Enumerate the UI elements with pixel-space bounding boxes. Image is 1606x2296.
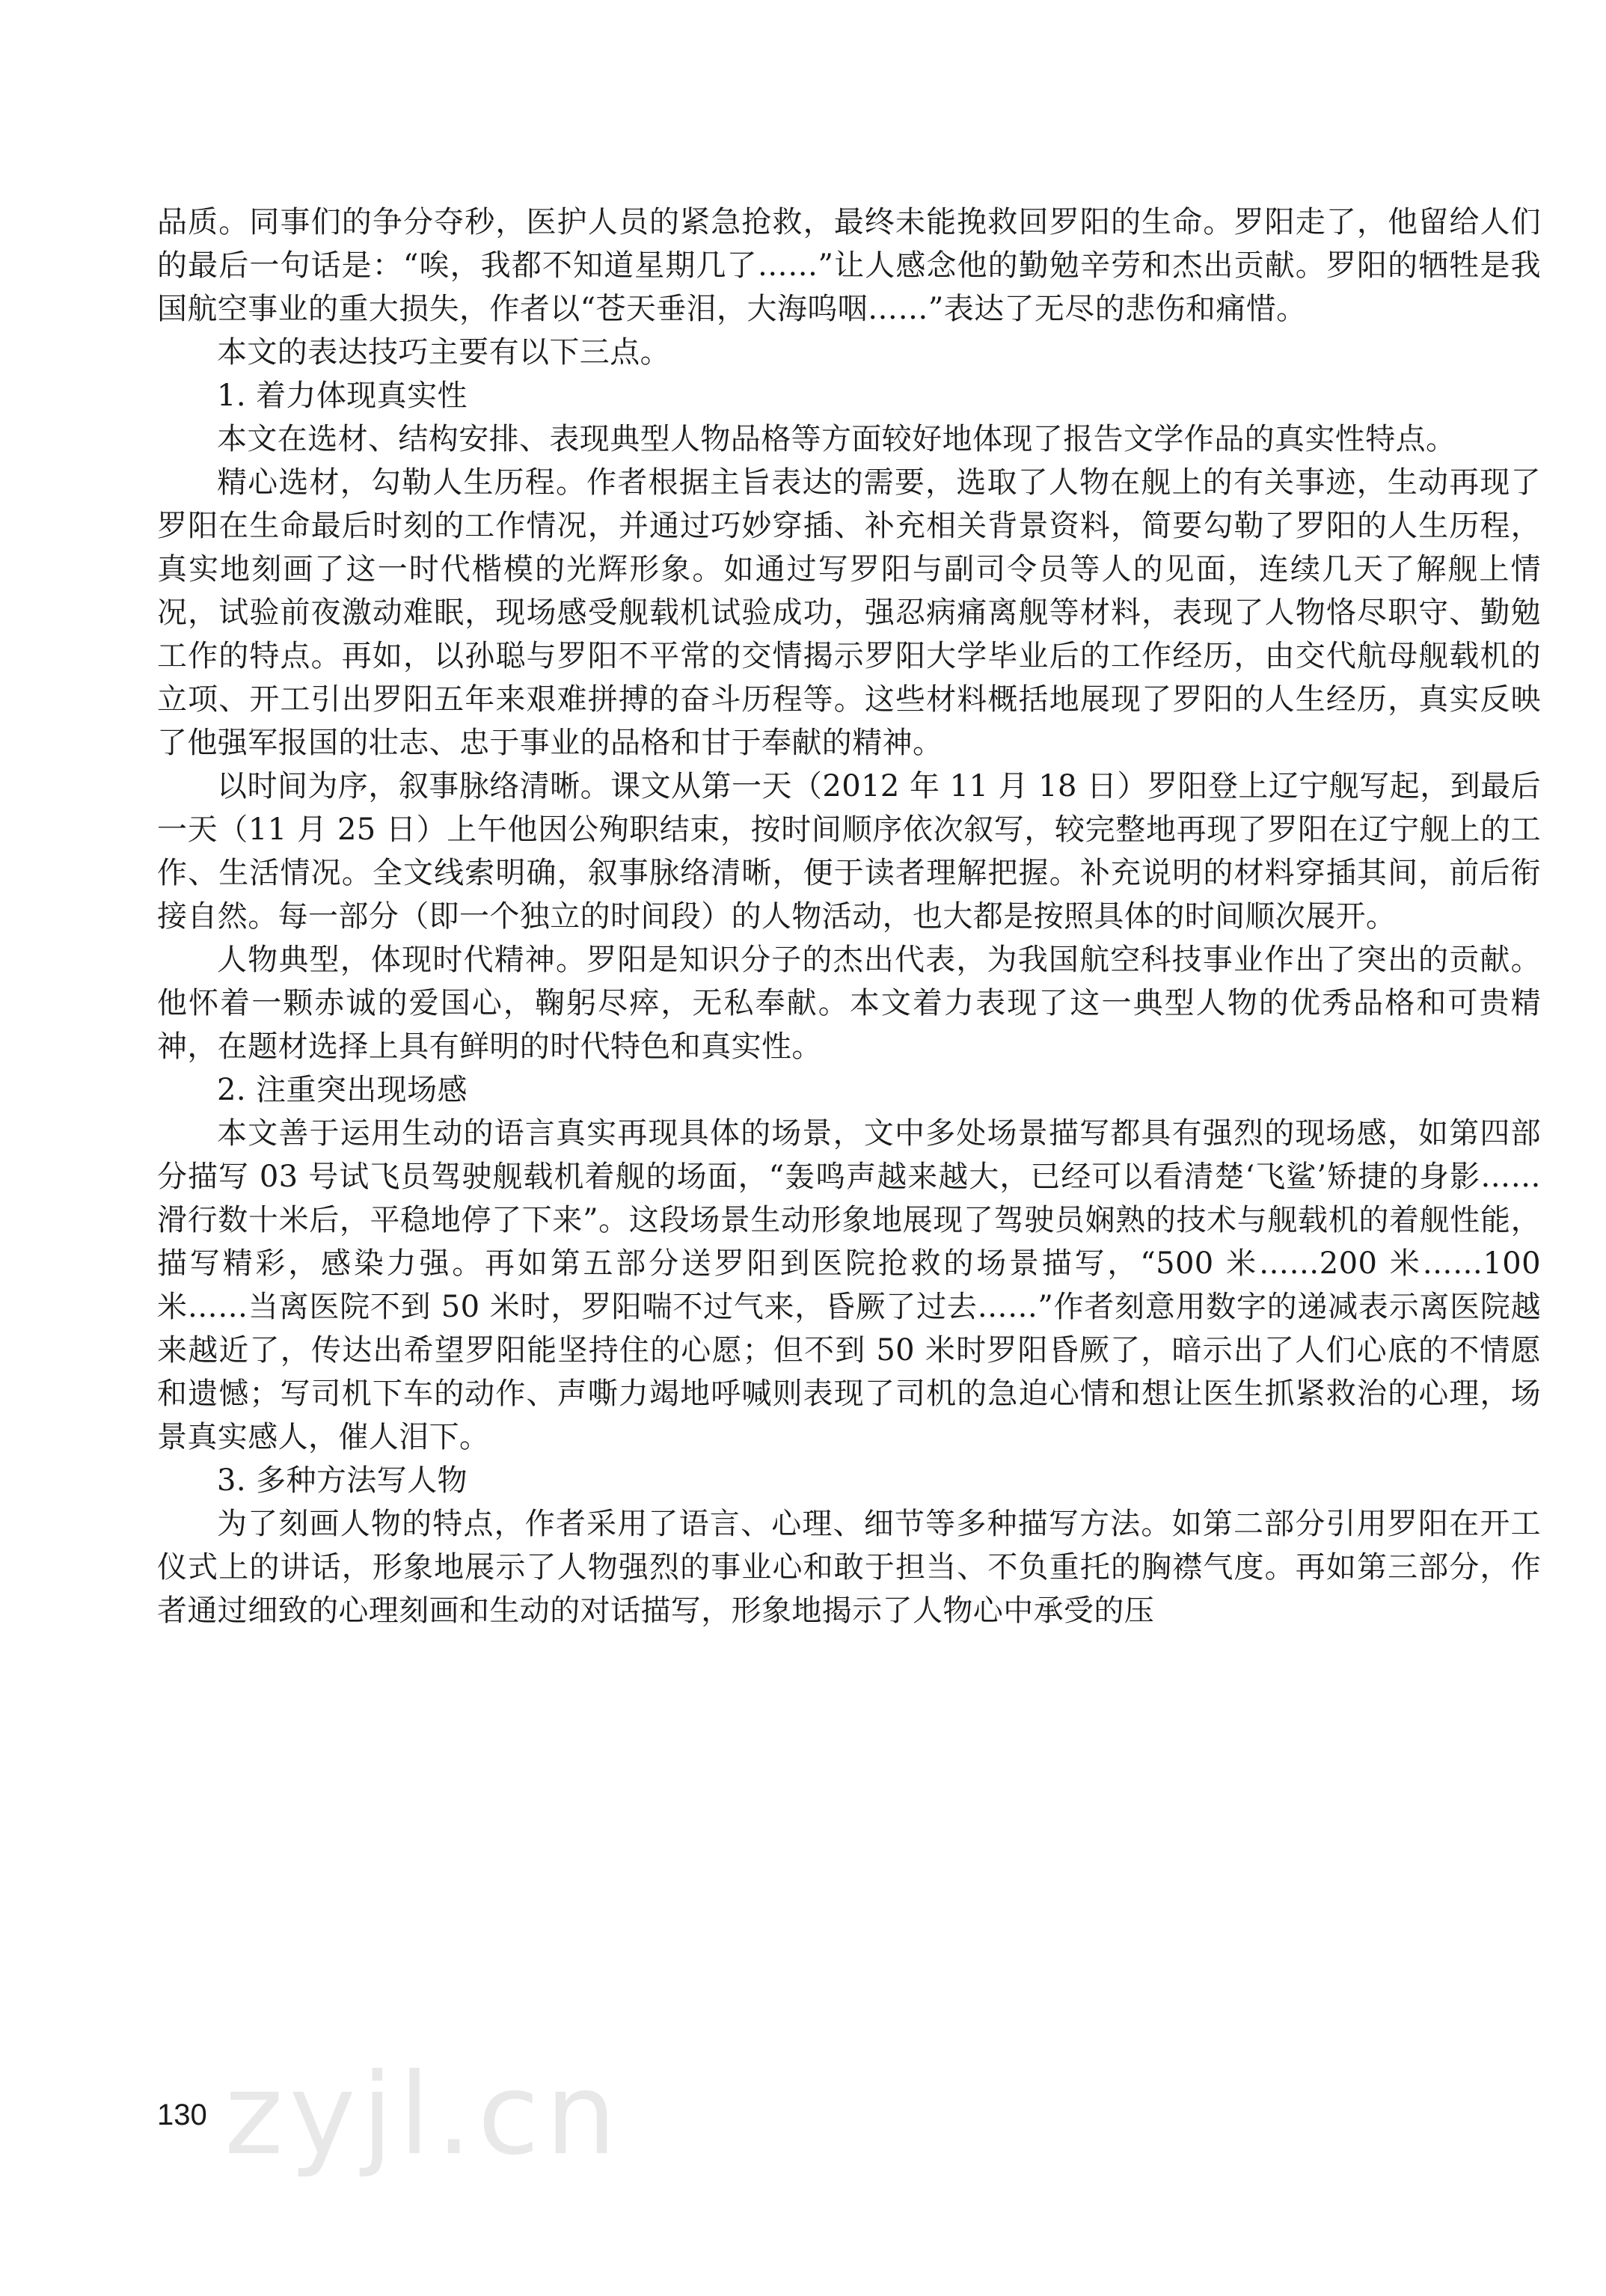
- paragraph-intro-techniques: 本文的表达技巧主要有以下三点。: [217, 335, 670, 370]
- watermark: zyjl.cn: [224, 2050, 623, 2180]
- section-heading-1: 1. 着力体现真实性: [217, 379, 468, 413]
- paragraph-time-sequence: 以时间为序，叙事脉络清晰。课文从第一天（2012 年 11 月 18 日）罗阳登上辽宁舰写起，到最后一天（11 月 25 日）上午他因公殉职结束，按时间顺序依次叙写，较完整地再现了罗阳在辽宁舰上的工作、生活情况。全文线索明确，叙事脉络清晰，便于读者理解把握。补充说明的材料穿插其间，前后衔接自然。每一部分（即一个独立的时间段）的人物活动，也大都是按照具体的时间顺次展开。: [157, 769, 1541, 934]
- paragraph-scene-description: 本文善于运用生动的语言真实再现具体的场景，文中多处场景描写都具有强烈的现场感，如第四部分描写 03 号试飞员驾驶舰载机着舰的场面，“轰鸣声越来越大，已经可以看清楚‘飞鲨’矫捷的身影……滑行数十米后，平稳地停了下来”。这段场景生动形象地展现了驾驶员娴熟的技术与舰载机的着舰性能，描写精彩，感染力强。再如第五部分送罗阳到医院抢救的场景描写，“500 米……200 米……100 米……当离医院不到 50 米时，罗阳喘不过气来，昏厥了过去……”作者刻意用数字的递减表示离医院越来越近了，传达出希望罗阳能坚持住的心愿；但不到 50 米时罗阳昏厥了，暗示出了人们心底的不情愿和遗憾；写司机下车的动作、声嘶力竭地呼喊则表现了司机的急迫心情和想让医生抓紧救治的心理，场景真实感人，催人泪下。: [157, 1116, 1541, 1454]
- page-body: [157, 200, 1541, 1632]
- section-heading-2: 2. 注重突出现场感: [217, 1073, 468, 1107]
- page-number: 130: [157, 2098, 207, 2131]
- paragraph-authenticity: 本文在选材、结构安排、表现典型人物品格等方面较好地体现了报告文学作品的真实性特点。: [217, 422, 1456, 456]
- section-heading-3: 3. 多种方法写人物: [217, 1463, 468, 1498]
- paragraph-typical-character: 人物典型，体现时代精神。罗阳是知识分子的杰出代表，为我国航空科技事业作出了突出的贡献。他怀着一颗赤诚的爱国心，鞠躬尽瘁，无私奉献。本文着力表现了这一典型人物的优秀品格和可贵精神，在题材选择上具有鲜明的时代特色和真实性。: [157, 943, 1541, 1064]
- paragraph-continuation: 品质。同事们的争分夺秒，医护人员的紧急抢救，最终未能挽救回罗阳的生命。罗阳走了，他留给人们的最后一句话是：“唉，我都不知道星期几了……”让人感念他的勤勉辛劳和杰出贡献。罗阳的牺牲是我国航空事业的重大损失，作者以“苍天垂泪，大海呜咽……”表达了无尽的悲伤和痛惜。: [157, 205, 1541, 326]
- paragraph-material-selection: 精心选材，勾勒人生历程。作者根据主旨表达的需要，选取了人物在舰上的有关事迹，生动再现了罗阳在生命最后时刻的工作情况，并通过巧妙穿插、补充相关背景资料，简要勾勒了罗阳的人生历程，真实地刻画了这一时代楷模的光辉形象。如通过写罗阳与副司令员等人的见面，连续几天了解舰上情况，试验前夜激动难眠，现场感受舰载机试验成功，强忍病痛离舰等材料，表现了人物恪尽职守、勤勉工作的特点。再如，以孙聪与罗阳不平常的交情揭示罗阳大学毕业后的工作经历，由交代航母舰载机的立项、开工引出罗阳五年来艰难拼搏的奋斗历程等。这些材料概括地展现了罗阳的人生经历，真实反映了他强军报国的壮志、忠于事业的品格和甘于奉献的精神。: [157, 465, 1541, 760]
- paragraph-character-methods: 为了刻画人物的特点，作者采用了语言、心理、细节等多种描写方法。如第二部分引用罗阳在开工仪式上的讲话，形象地展示了人物强烈的事业心和敢于担当、不负重托的胸襟气度。再如第三部分，作者通过细致的心理刻画和生动的对话描写，形象地揭示了人物心中承受的压: [157, 1507, 1541, 1628]
